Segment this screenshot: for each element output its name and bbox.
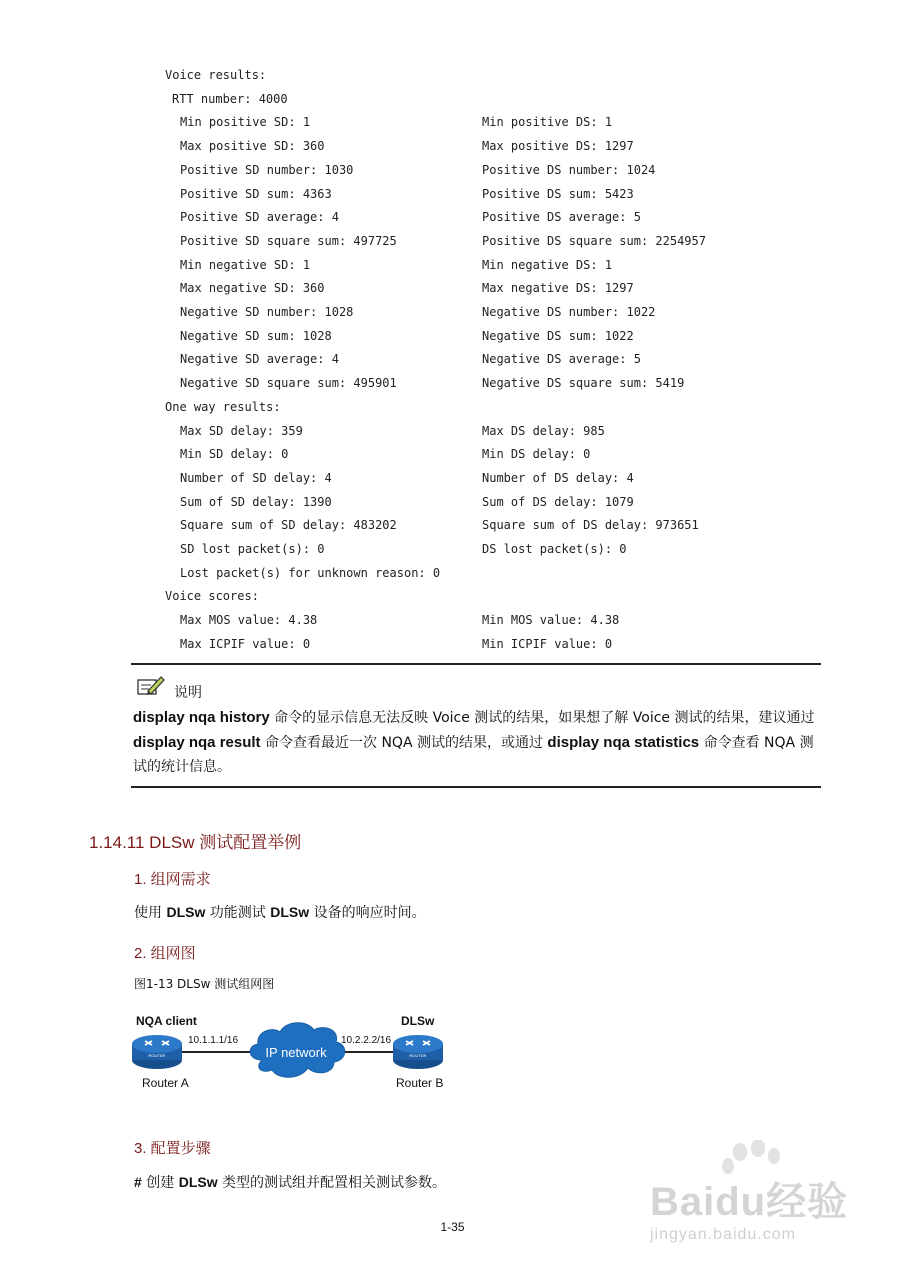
note-top-rule <box>131 663 821 665</box>
cloud-label: IP network <box>265 1045 327 1060</box>
one-way-stat-line-ds: Min DS delay: 0 <box>482 447 591 462</box>
voice-stat-line-sd: Min positive SD: 1 <box>180 115 311 130</box>
one-way-stat-line-ds: Square sum of DS delay: 973651 <box>482 518 699 533</box>
voice-stat-line-ds: Negative DS average: 5 <box>482 352 641 367</box>
voice-stat-line-ds: Max negative DS: 1297 <box>482 281 634 296</box>
config-step-paragraph: # 创建 DLSw 类型的测试组并配置相关测试参数。 <box>134 1174 447 1191</box>
section-title: 1.14.11 DLSw 测试配置举例 <box>89 833 302 852</box>
voice-score-line-ds: Min ICPIF value: 0 <box>482 636 613 651</box>
subsection-configuration-steps: 3. 配置步骤 <box>134 1140 211 1157</box>
note-pencil-icon <box>136 674 166 702</box>
right-role-label: DLSw <box>401 1014 435 1028</box>
one-way-stat-line-ds: Number of DS delay: 4 <box>482 470 634 485</box>
voice-stat-line-ds: Max positive DS: 1297 <box>482 139 634 154</box>
ip-network-cloud-icon <box>250 1023 345 1078</box>
one-way-stat-line-sd: Sum of SD delay: 1390 <box>180 494 332 509</box>
note-text <box>133 706 821 780</box>
voice-stat-line-ds: Negative DS number: 1022 <box>482 305 656 319</box>
left-role-label: NQA client <box>136 1014 197 1028</box>
voice-stat-line-sd: Negative SD sum: 1028 <box>180 328 332 343</box>
one-way-stat-line-sd: Square sum of SD delay: 483202 <box>180 518 397 533</box>
note-label: 说明 <box>174 685 202 701</box>
page-number: 1-35 <box>440 1220 465 1234</box>
router-a-badge: ROUTER <box>148 1053 166 1058</box>
voice-stat-line-sd: Positive SD sum: 4363 <box>180 186 332 201</box>
note-command: display nqa result <box>133 733 261 751</box>
voice-stat-line-ds: Positive DS number: 1024 <box>482 162 656 177</box>
right-ip-label: 10.2.2.2/16 <box>341 1035 392 1046</box>
note-text-segment: 命令的显示信息无法反映 Voice 测试的结果，如果想了解 Voice 测试的结果，建议通过 <box>269 710 815 726</box>
voice-stat-line-sd: Negative SD average: 4 <box>180 352 339 367</box>
one-way-stat-line-sd: Number of SD delay: 4 <box>180 470 332 485</box>
watermark-logo: Baidu经验 <box>650 1180 849 1224</box>
voice-scores-header: Voice scores: <box>165 589 259 604</box>
voice-stat-line-sd: Positive SD average: 4 <box>180 210 339 225</box>
lost-unknown-line: Lost packet(s) for unknown reason: 0 <box>180 565 441 580</box>
note-text-segment: 命令查看最近一次 NQA 测试的结果，或通过 <box>260 734 548 751</box>
voice-stat-line-sd: Positive SD square sum: 497725 <box>180 233 397 248</box>
figure-caption: 图1-13 DLSw 测试组网图 <box>134 977 275 991</box>
watermark-url: jingyan.baidu.com <box>650 1226 796 1243</box>
one-way-stat-line-sd: SD lost packet(s): 0 <box>180 542 325 556</box>
voice-stat-line-ds: Negative DS sum: 1022 <box>482 328 634 343</box>
one-way-results-header: One way results: <box>165 399 281 414</box>
voice-results-header: Voice results: <box>165 68 267 82</box>
voice-stat-line-sd: Negative SD number: 1028 <box>180 305 354 319</box>
note-text-segment: 命令查看 NQA 测试的统计信息。 <box>133 734 814 775</box>
right-router-name: Router B <box>396 1076 444 1090</box>
note-command: display nqa statistics <box>547 733 700 751</box>
subsection-networking-requirements: 1. 组网需求 <box>134 871 211 888</box>
note-header <box>136 674 202 702</box>
voice-score-line-sd: Max ICPIF value: 0 <box>180 636 311 651</box>
requirements-paragraph: 使用 DLSw 功能测试 DLSw 设备的响应时间。 <box>134 904 426 921</box>
voice-stat-line-sd: Positive SD number: 1030 <box>180 162 354 177</box>
note-bottom-rule <box>131 786 821 788</box>
router-a-icon <box>132 1035 182 1069</box>
voice-score-line-ds: Min MOS value: 4.38 <box>482 613 620 628</box>
router-b-badge: ROUTER <box>409 1053 427 1058</box>
voice-stat-line-sd: Max negative SD: 360 <box>180 281 325 296</box>
voice-stat-line-ds: Positive DS average: 5 <box>482 210 641 225</box>
one-way-stat-line-sd: Min SD delay: 0 <box>180 447 289 462</box>
voice-score-line-sd: Max MOS value: 4.38 <box>180 613 318 628</box>
router-b-icon <box>393 1035 443 1069</box>
voice-stat-line-ds: Positive DS square sum: 2254957 <box>482 233 706 248</box>
one-way-stat-line-ds: Sum of DS delay: 1079 <box>482 494 634 509</box>
one-way-stat-line-ds: DS lost packet(s): 0 <box>482 542 627 556</box>
left-router-name: Router A <box>142 1076 189 1090</box>
voice-stat-line-sd: Max positive SD: 360 <box>180 139 325 154</box>
voice-stat-line-sd: Min negative SD: 1 <box>180 257 311 272</box>
one-way-stat-line-sd: Max SD delay: 359 <box>180 423 303 438</box>
voice-stat-line-ds: Min negative DS: 1 <box>482 257 613 272</box>
voice-stat-line-sd: Negative SD square sum: 495901 <box>180 376 397 391</box>
left-ip-label: 10.1.1.1/16 <box>188 1035 239 1046</box>
voice-stat-line-ds: Negative DS square sum: 5419 <box>482 376 685 391</box>
voice-stat-line-ds: Positive DS sum: 5423 <box>482 186 634 201</box>
rtt-number-line: RTT number: 4000 <box>172 91 288 106</box>
subsection-network-diagram: 2. 组网图 <box>134 945 196 962</box>
one-way-stat-line-ds: Max DS delay: 985 <box>482 423 605 438</box>
note-command: display nqa history <box>133 709 270 726</box>
voice-stat-line-ds: Min positive DS: 1 <box>482 115 613 130</box>
baidu-watermark <box>640 1140 880 1260</box>
network-diagram <box>130 1008 460 1098</box>
